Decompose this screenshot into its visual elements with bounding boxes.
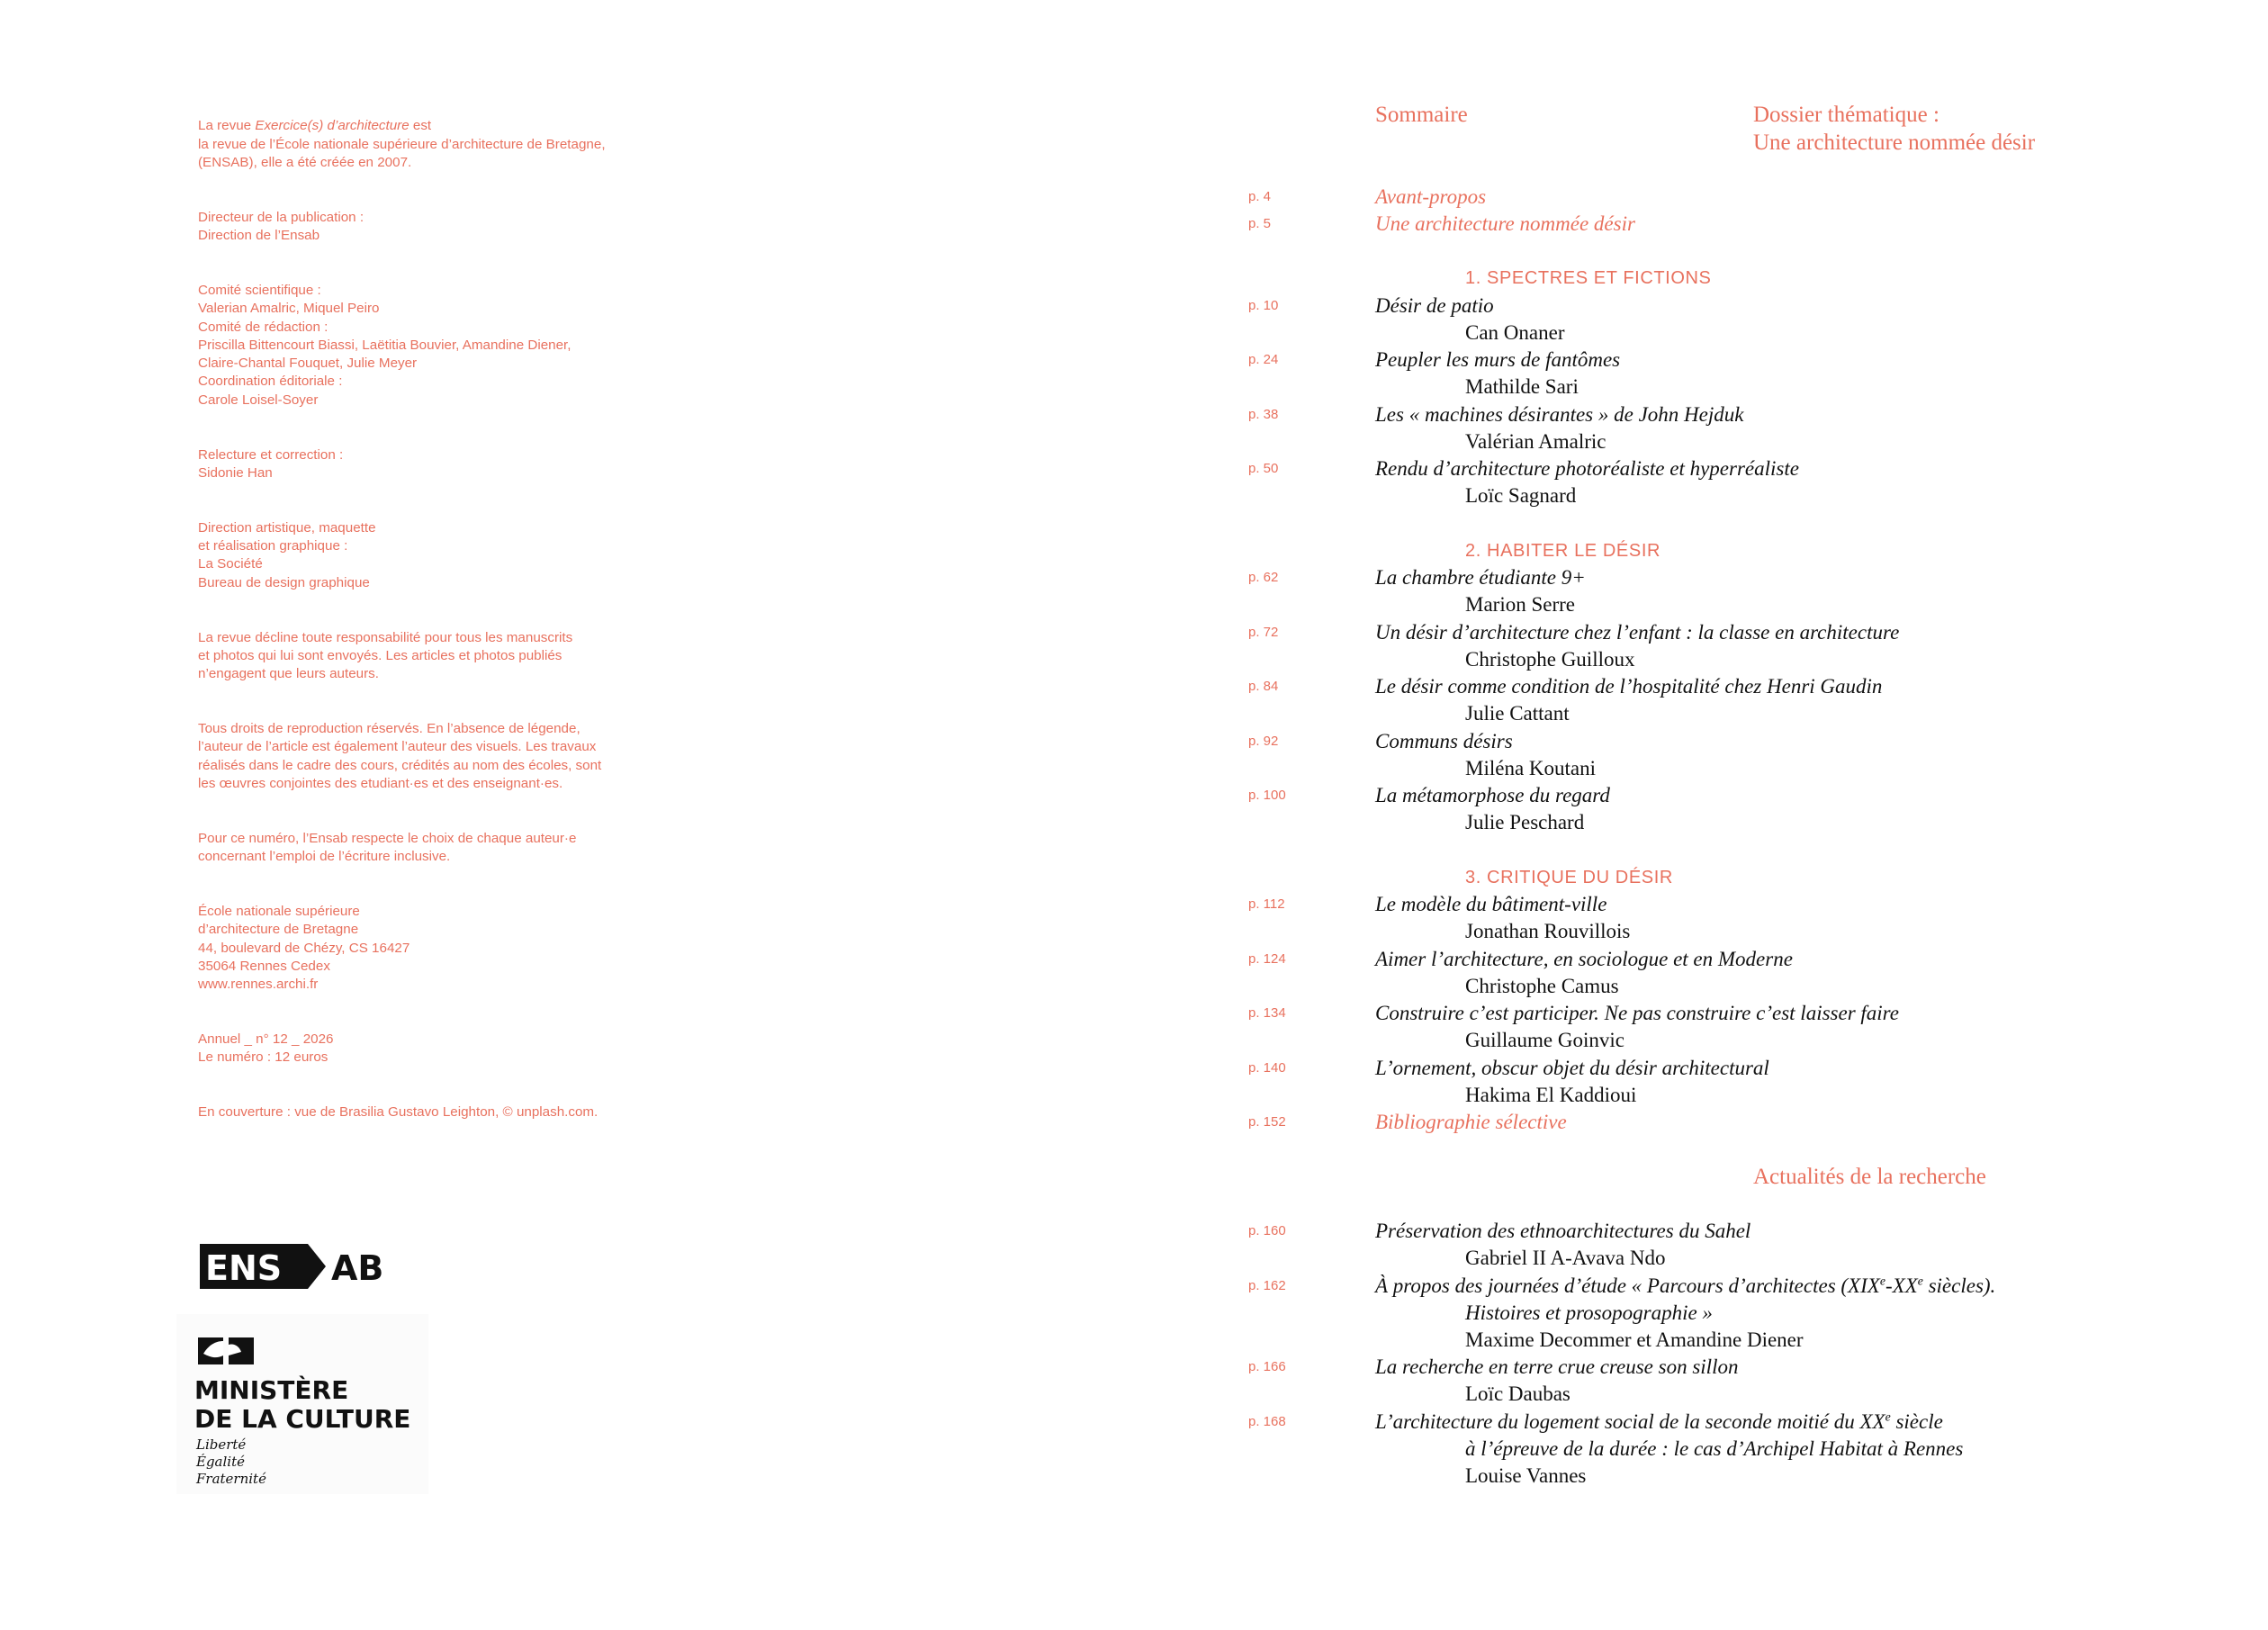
section-heading-3: 3. CRITIQUE DU DÉSIR [1465, 868, 1673, 887]
toc-entry-author: Julie Peschard [1465, 811, 1585, 833]
toc-entry-title[interactable] [1375, 1409, 1943, 1436]
toc-entry-title-cont: Histoires et prosopographie » [1465, 1301, 1713, 1324]
journal-title: Exercice(s) d’architecture [255, 118, 410, 134]
ensab-logo-right: AB [331, 1248, 384, 1288]
toc-entry-title[interactable]: Le désir comme condition de l’hospitalité chez Henri Gaudin [1375, 675, 1883, 698]
toc-entry-title[interactable]: La chambre étudiante 9+ [1375, 566, 1586, 589]
colophon-address: École nationale supérieure d’architecture de Bretagne 44, boulevard de Chézy, CS 16427 35064 Rennes Cedex www.rennes.archi.fr [198, 904, 410, 993]
toc-page-number: p. 168 [1248, 1414, 1286, 1429]
toc-page-number: p. 50 [1248, 461, 1279, 476]
toc-page-number: p. 72 [1248, 625, 1279, 640]
toc-entry-title[interactable]: Communs désirs [1375, 730, 1513, 752]
toc-page-number: p. 134 [1248, 1005, 1286, 1021]
title-part: siècle [1890, 1410, 1943, 1433]
toc-page-number: p. 140 [1248, 1060, 1286, 1076]
actualites-heading: Actualités de la recherche [1753, 1165, 1986, 1189]
toc-page-number: p. 112 [1248, 896, 1285, 912]
ministere-line1: MINISTÈRE [194, 1375, 349, 1405]
toc-entry-title-cont: à l’épreuve de la durée : le cas d’Archipel Habitat à Rennes [1465, 1437, 1964, 1460]
toc-entry-author: Julie Cattant [1465, 702, 1570, 725]
toc-entry-avant-propos[interactable]: Avant-propos [1375, 185, 1487, 208]
superscript: e [1917, 1274, 1923, 1288]
toc-page-number: p. 92 [1248, 734, 1279, 749]
toc-page-number: p. 4 [1248, 189, 1272, 204]
toc-page-number: p. 62 [1248, 570, 1279, 585]
colophon-art-direction: Direction artistique, maquette et réalisation graphique : La Société Bureau de design graphique [198, 519, 376, 590]
toc-entry-author: Mathilde Sari [1465, 375, 1579, 398]
toc-entry-title[interactable]: Construire c’est participer. Ne pas construire c’est laisser faire [1375, 1002, 1899, 1024]
title-part: À propos des journées d’étude « Parcours d’architectes (XIX [1375, 1274, 1880, 1297]
toc-entry-author: Guillaume Goinvic [1465, 1029, 1624, 1051]
sommaire-heading: Sommaire [1375, 103, 1468, 127]
toc-entry-author: Loïc Daubas [1465, 1382, 1570, 1405]
toc-page-number: p. 84 [1248, 679, 1279, 694]
toc-entry-title[interactable] [1375, 1273, 1995, 1300]
title-part: siècles). [1922, 1274, 1996, 1297]
title-part: -XX [1885, 1274, 1918, 1297]
title-part: L’architecture du logement social de la seconde moitié du XX [1375, 1410, 1886, 1433]
toc-page-number: p. 10 [1248, 298, 1279, 313]
dossier-heading-line1: Dossier thématique : [1753, 103, 1940, 127]
toc-entry-author: Hakima El Kaddioui [1465, 1084, 1637, 1106]
toc-entry-author: Gabriel II A-Avava Ndo [1465, 1247, 1666, 1269]
intro-text-cont: est la revue de l’École nationale supérieure d’architecture de Bretagne, (ENSAB), elle a été créée en 2007. [198, 118, 606, 170]
colophon-committees: Comité scientifique : Valerian Amalric, Miquel Peiro Comité de rédaction : Priscilla Bittencourt Biassi, Laëtitia Bouvier, Amandine Diener, Claire-Chantal Fouquet, Julie Meyer Coordination éditoriale : Carole Loisel-Soyer [198, 282, 572, 408]
toc-entry-title[interactable]: Un désir d’architecture chez l’enfant : la classe en architecture [1375, 621, 1900, 644]
toc-page-number: p. 5 [1248, 216, 1272, 231]
colophon-rights: Tous droits de reproduction réservés. En l’absence de légende, l’auteur de l’article est également l’auteur des visuels. Les travaux réalisés dans le cadre des cours, crédités au nom des écoles, sont les œuvres conjointes des etudiant·es et des enseignant·es. [198, 721, 602, 791]
colophon-inclusive: Pour ce numéro, l’Ensab respecte le choix de chaque auteur·e concernant l’emploi de l’écriture inclusive. [198, 830, 577, 865]
superscript: e [1879, 1274, 1886, 1288]
toc-entry-title[interactable]: Rendu d’architecture photoréaliste et hyperréaliste [1375, 457, 1799, 480]
toc-entry-title[interactable]: L’ornement, obscur objet du désir architectural [1375, 1057, 1769, 1079]
toc-entry-title[interactable]: Préservation des ethnoarchitectures du Sahel [1375, 1220, 1751, 1242]
toc-page-number: p. 124 [1248, 951, 1286, 967]
toc-page-number: p. 160 [1248, 1223, 1286, 1238]
toc-page-number: p. 24 [1248, 352, 1279, 367]
motto-liberte: Liberté [196, 1436, 247, 1453]
toc-entry-author: Maxime Decommer et Amandine Diener [1465, 1328, 1804, 1351]
colophon-proofreading: Relecture et correction : Sidonie Han [198, 446, 344, 481]
motto-fraternite: Fraternité [196, 1471, 266, 1487]
section-heading-2: 2. HABITER LE DÉSIR [1465, 541, 1661, 561]
toc-entry-title[interactable]: La métamorphose du regard [1375, 784, 1610, 806]
ministere-line2: DE LA CULTURE [194, 1404, 411, 1434]
toc-entry-title[interactable]: Le modèle du bâtiment-ville [1375, 893, 1607, 915]
colophon-disclaimer: La revue décline toute responsabilité pour tous les manuscrits et photos qui lui sont envoyés. Les articles et photos publiés n’engagent que leurs auteurs. [198, 629, 573, 682]
toc-entry-title[interactable]: Les « machines désirantes » de John Hejduk [1375, 403, 1744, 426]
toc-entry-title[interactable]: La recherche en terre crue creuse son sillon [1375, 1355, 1739, 1378]
toc-entry-title[interactable]: Désir de patio [1375, 294, 1494, 317]
toc-entry-author: Louise Vannes [1465, 1464, 1587, 1487]
dossier-heading-line2: Une architecture nommée désir [1753, 131, 2036, 155]
superscript: e [1885, 1409, 1891, 1424]
toc-entry-author: Can Onaner [1465, 321, 1565, 344]
toc-entry-author: Christophe Camus [1465, 975, 1619, 997]
toc-entry-author: Loïc Sagnard [1465, 484, 1577, 507]
colophon-director: Directeur de la publication : Direction de l’Ensab [198, 209, 364, 244]
colophon-issue: Annuel _ n° 12 _ 2026 Le numéro : 12 euros [198, 1031, 334, 1066]
toc-page-number: p. 38 [1248, 407, 1279, 422]
toc-entry-title[interactable]: Aimer l’architecture, en sociologue et en Moderne [1375, 948, 1793, 970]
motto-egalite: Égalité [196, 1454, 245, 1470]
toc-entry-author: Valérian Amalric [1465, 430, 1606, 453]
toc-entry-title[interactable]: Peupler les murs de fantômes [1375, 348, 1621, 371]
toc-page-number: p. 166 [1248, 1359, 1286, 1374]
toc-entry-bibliographie[interactable]: Bibliographie sélective [1375, 1111, 1567, 1133]
intro-text: La revue [198, 118, 256, 134]
toc-entry-architecture-desir[interactable]: Une architecture nommée désir [1375, 212, 1635, 235]
toc-entry-author: Marion Serre [1465, 593, 1575, 616]
section-heading-1: 1. SPECTRES ET FICTIONS [1465, 268, 1712, 288]
toc-page-number: p. 100 [1248, 788, 1286, 803]
toc-entry-author: Miléna Koutani [1465, 757, 1596, 779]
toc-entry-author: Jonathan Rouvillois [1465, 920, 1631, 942]
colophon-cover: En couverture : vue de Brasilia Gustavo Leighton, © unplash.com. [198, 1104, 598, 1121]
toc-entry-author: Christophe Guilloux [1465, 648, 1635, 671]
ensab-logo-left: ENS [205, 1248, 283, 1288]
toc-page-number: p. 152 [1248, 1114, 1286, 1130]
toc-page-number: p. 162 [1248, 1278, 1286, 1293]
